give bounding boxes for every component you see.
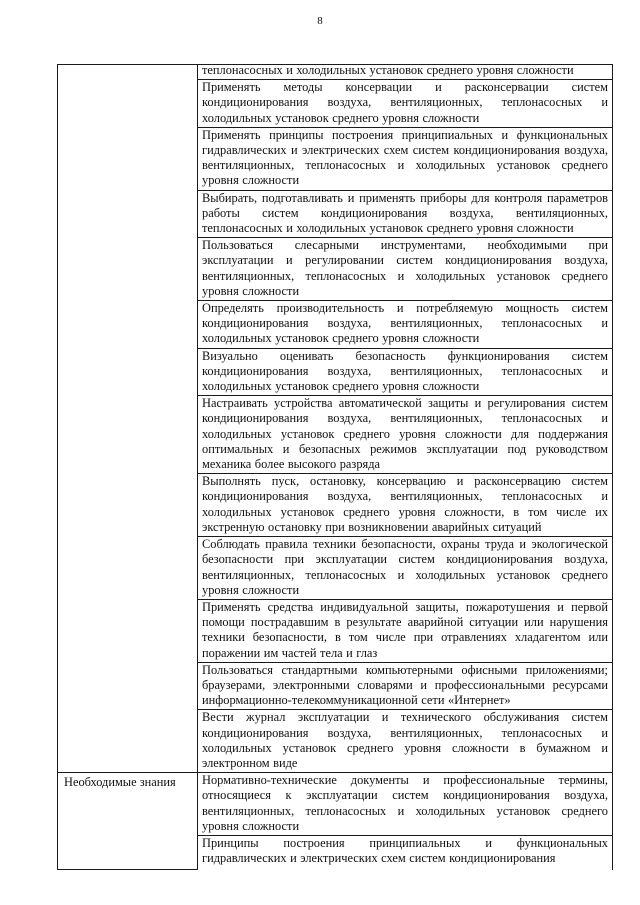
page-number: 8 <box>317 15 323 27</box>
skill-cell <box>198 474 613 537</box>
knowledge-cell <box>198 835 613 870</box>
skill-text: Применять принципы построения принципиальных и функциональных гидравлических и электрических схем систем кондиционирования воздуха, вентиляционных, теплонасосных и холодильных установок среднего уровня сложности <box>202 127 608 188</box>
skill-text: Пользоваться стандартными компьютерными офисными приложениями; браузерами, электронными словарями и профессиональными ресурсами информационно-телекоммуникационной сети «Интернет» <box>202 662 608 708</box>
skill-cell <box>198 127 613 190</box>
skill-text: Визуально оценивать безопасность функционирования систем кондиционирования воздуха, вентиляционных, теплонасосных и холодильных установок среднего уровня сложности <box>202 348 608 394</box>
knowledge-cell <box>198 773 613 836</box>
skills-label-cell <box>58 65 198 773</box>
skill-cell <box>198 396 613 474</box>
skill-text: теплонасосных и холодильных установок среднего уровня сложности <box>202 63 574 77</box>
skill-cell <box>198 80 613 128</box>
skill-text: Соблюдать правила техники безопасности, охраны труда и экологической безопасности при эксплуатации систем кондиционирования воздуха, вентиляционных, теплонасосных и холодильных установок среднего уровня сложности <box>202 537 608 597</box>
skill-cell <box>198 301 613 349</box>
table-row <box>58 65 613 80</box>
skill-text: Вести журнал эксплуатации и технического обслуживания систем кондиционирования воздуха, вентиляционных, теплонасосных и холодильных установок среднего уровня сложности в бумажном и электронном виде <box>202 710 608 770</box>
skill-text: Пользоваться слесарными инструментами, необходимыми при эксплуатации и регулировании систем кондиционирования воздуха, вентиляционных, теплонасосных и холодильных установок среднего уровня сложности <box>202 238 608 298</box>
table-row <box>58 773 613 836</box>
requirements-table <box>57 64 613 870</box>
skill-cell <box>198 348 613 396</box>
skill-text: Применять средства индивидуальной защиты, пожаротушения и первой помощи пострадавшим в результате аварийной ситуации или нарушения техники безопасности, в том числе при отравлениях хладагентом или поражении им частей тела и глаз <box>202 599 608 660</box>
knowledge-label-cell <box>58 773 198 870</box>
skill-cell <box>198 238 613 301</box>
skill-cell <box>198 537 613 600</box>
skill-cell <box>198 599 613 662</box>
skill-cell <box>198 710 613 773</box>
knowledge-text: Нормативно-технические документы и профессиональные термины, относящиеся к эксплуатации систем кондиционирования воздуха, вентиляционных, теплонасосных и холодильных установок среднего уровня сложности <box>202 773 608 833</box>
skill-text: Настраивать устройства автоматической защиты и регулирования систем кондиционирования воздуха, вентиляционных, теплонасосных и холодильных установок среднего уровня сложности для поддержания оптимальных и безопасных режимов эксплуатации под руководством механика более высокого разряда <box>202 396 608 472</box>
skill-text: Определять производительность и потребляемую мощность систем кондиционирования воздуха, вентиляционных, теплонасосных и холодильных установок среднего уровня сложности <box>202 301 608 346</box>
knowledge-text: Принципы построения принципиальных и функциональных гидравлических и электрических схем систем кондиционирования <box>202 835 608 866</box>
skill-cell <box>198 65 613 80</box>
skill-text: Выбирать, подготавливать и применять приборы для контроля параметров работы систем кондиционирования воздуха, вентиляционных, теплонасосных и холодильных установок среднего уровня сложности <box>202 190 608 236</box>
skill-cell <box>198 662 613 710</box>
skill-text: Выполнять пуск, остановку, консервацию и расконсервацию систем кондиционирования воздуха, вентиляционных, теплонасосных и холодильных установок среднего уровня сложности, в том числе их экстренную остановку при возникновении аварийных ситуаций <box>202 474 608 534</box>
knowledge-label: Необходимые знания <box>64 775 176 790</box>
skill-text: Применять методы консервации и расконсервации систем кондиционирования воздуха, вентиляционных, теплонасосных и холодильных установок среднего уровня сложности <box>202 80 608 125</box>
skill-cell <box>198 190 613 238</box>
